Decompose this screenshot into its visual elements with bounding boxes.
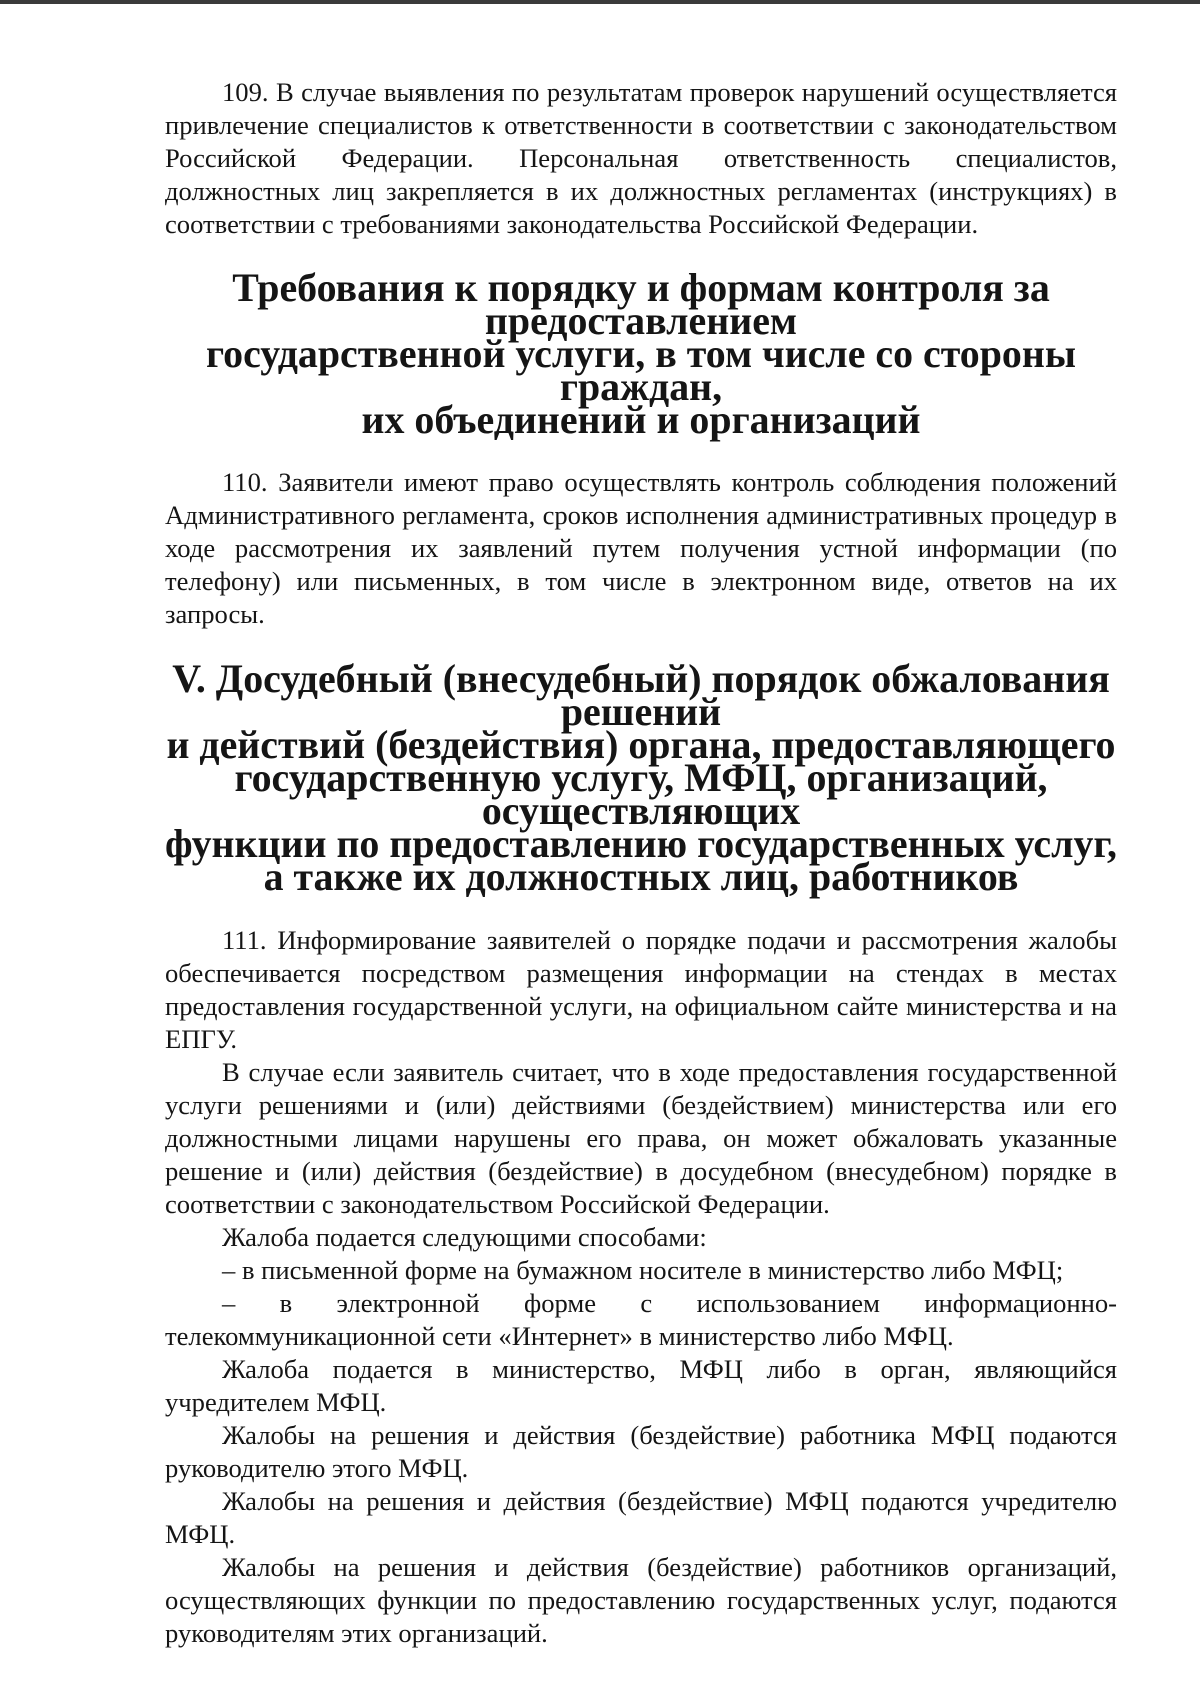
heading-section-v bbox=[165, 656, 1117, 899]
paragraph-appeal: В случае если заявитель считает, что в ходе предоставления государственной услуги решениями и (или) действиями (бездействием) министерства или его должностными лицами нарушены его права, он может обжаловать указанные решение и (или) действия (бездействие) в досудебном (внесудебном) порядке в соответствии с законодательством Российской Федерации. bbox=[165, 1057, 1117, 1219]
heading-line: государственную услугу, МФЦ, организаций, осуществляющих bbox=[234, 755, 1048, 833]
paragraph-109: 109. В случае выявления по результатам проверок нарушений осуществляется привлечение специалистов к ответственности в соответствии с законодательством Российской Федерации. Персональная ответственность специалистов, должностных лиц закрепляется в их должностных регламентах (инструкциях) в соответствии с требованиями законодательства Российской Федерации. bbox=[165, 77, 1117, 239]
heading-line: и действий (бездействия) органа, предоставляющего bbox=[166, 722, 1116, 767]
heading-line: их объединений и организаций bbox=[361, 397, 921, 442]
paragraph-110: 110. Заявители имеют право осуществлять контроль соблюдения положений Административного регламента, сроков исполнения административных процедур в ходе рассмотрения их заявлений путем получения устной информации (по телефону) или письменных, в том числе в электронном виде, ответов на их запросы. bbox=[165, 467, 1117, 629]
heading-line: Требования к порядку и формам контроля за предоставлением bbox=[232, 265, 1050, 343]
paragraph-111: 111. Информирование заявителей о порядке подачи и рассмотрения жалобы обеспечивается посредством размещения информации на стендах в местах предоставления государственной услуги, на официальном сайте министерства и на ЕПГУ. bbox=[165, 925, 1117, 1054]
heading-line: функции по предоставлению государственных услуг, bbox=[165, 821, 1117, 866]
paragraph-mfc-worker: Жалобы на решения и действия (бездействие) работника МФЦ подаются руководителю этого МФЦ. bbox=[165, 1420, 1117, 1483]
document-content bbox=[165, 76, 1117, 1650]
paragraph-org-workers: Жалобы на решения и действия (бездействие) работников организаций, осуществляющих функции по предоставлению государственных услуг, подаются руководителям этих организаций. bbox=[165, 1552, 1117, 1648]
paragraph-methods-intro: Жалоба подается следующими способами: bbox=[222, 1222, 707, 1252]
heading-line: государственной услуги, в том числе со стороны граждан, bbox=[206, 331, 1076, 409]
paragraph-mfc: Жалобы на решения и действия (бездействие) МФЦ подаются учредителю МФЦ. bbox=[165, 1486, 1117, 1549]
heading-line: V. Досудебный (внесудебный) порядок обжалования решений bbox=[172, 656, 1110, 734]
heading-control-requirements bbox=[165, 265, 1117, 442]
method-electronic: – в электронной форме с использованием информационно-телекоммуникационной сети «Интернет» в министерство либо МФЦ. bbox=[165, 1288, 1117, 1351]
heading-line: а также их должностных лиц, работников bbox=[263, 854, 1019, 899]
method-paper: – в письменной форме на бумажном носителе в министерство либо МФЦ; bbox=[222, 1255, 1064, 1285]
paragraph-where: Жалоба подается в министерство, МФЦ либо в орган, являющийся учредителем МФЦ. bbox=[165, 1354, 1117, 1417]
